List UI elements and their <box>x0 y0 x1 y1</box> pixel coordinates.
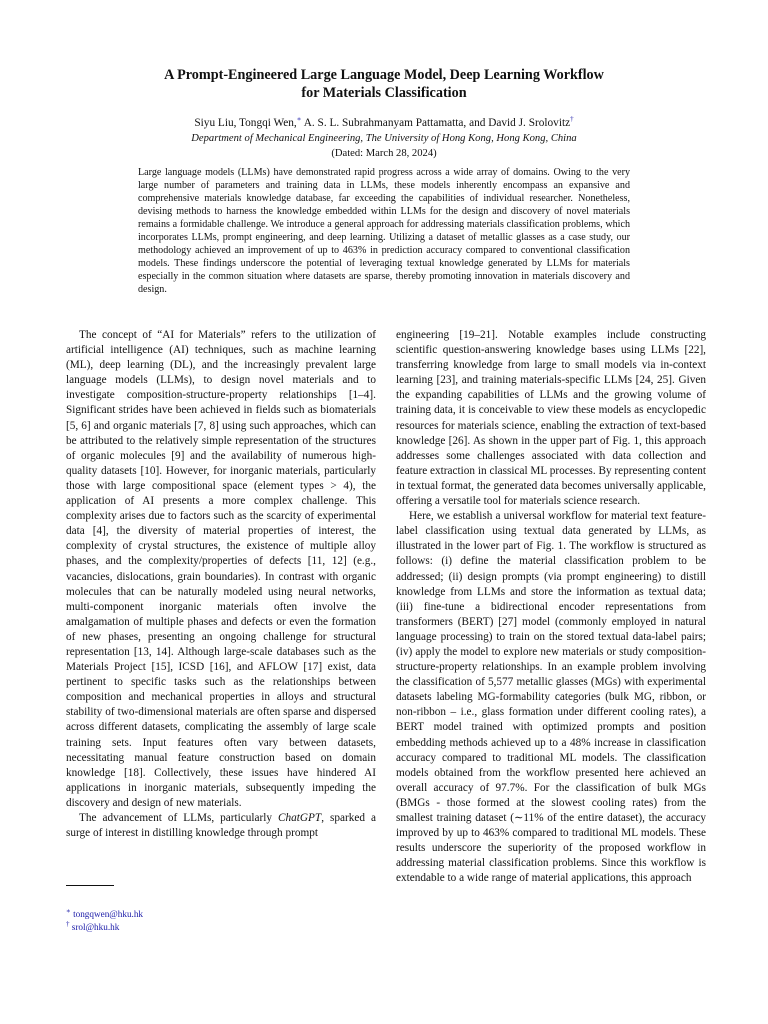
body-column-left <box>66 328 376 868</box>
body-paragraph: Here, we establish a universal workflow for material text feature-label classification using textual data generated by LLMs, as illustrated in the lower part of Fig. 1. The workflow is structured as follows: (i) define the material classification problem to be addressed; (ii) design prompts (via prompt engineering) to distill knowledge from LLMs and store the information as textual data; (iii) fine-tune a bidirectional encoder representations from transformers (BERT) [27] model (commonly employed in natural language processing) to train on the stored textual data-label pairs; (iv) apply the model to explore new materials or study composition-structure-property relationships. In an example problem involving the classification of 5,577 metallic glasses (MGs) with experimental datasets labeling MG-formability categories (bulk MG, ribbon, or non-ribbon – i.e., glass formation under different cooling rates), a BERT model trained with optimized prompts and position embedding methods achieved up to a 48% increase in classification accuracy compared to traditional ML models. The classification models obtained from the workflow presented here achieved an overall accuracy of 97.7%. For the classification of bulk MGs (BMGs - those formed at the slowest cooling rates) from the smallest training dataset (∼11% of the entire dataset), the accuracy improved by up to 463% compared to traditional ML models. These results underscore the superiority of the proposed workflow in addressing material classification problems. Since this workflow is extendable to a wide range of material applications, this approach <box>396 510 706 885</box>
footnote-2 <box>66 921 366 934</box>
chatgpt-emphasis: ChatGPT <box>278 812 322 824</box>
authors-text-b: A. S. L. Subrahmanyam Pattamatta, and David J. Srolovitz <box>301 117 571 129</box>
footnote-mark-2: † <box>66 919 70 928</box>
author-footnote-mark-2[interactable]: † <box>570 115 574 124</box>
body-paragraph <box>66 811 376 841</box>
email-link-1[interactable]: tongqwen@hku.hk <box>73 909 144 919</box>
abstract: Large language models (LLMs) have demonstrated rapid progress across a wide array of domains. Owing to the very large number of parameters and training data in LLMs, these models inherently encompass an expansive and comprehensive materials knowledge database, far exceeding the capabilities of individual researcher. Nonetheless, devising methods to harness the knowledge embedded within LLMs for the design and discovery of novel materials remains a formidable challenge. We introduce a general approach for addressing materials classification problems, which incorporates LLMs, prompt engineering, and deep learning. Utilizing a dataset of metallic glasses as a case study, our methodology achieved an improvement of up to 463% in prediction accuracy compared to conventional classification models. These findings underscore the potential of leveraging textual knowledge generated by LLMs for materials especially in the common situation where datasets are sparse, thereby promoting innovation in materials discovery and design. <box>138 167 630 295</box>
body-column-right <box>396 328 706 940</box>
date-line: (Dated: March 28, 2024) <box>331 148 437 159</box>
author-footnote-mark-1[interactable]: ∗ <box>296 115 302 124</box>
email-link-2[interactable]: srol@hku.hk <box>71 921 120 932</box>
body-paragraph: The concept of “AI for Materials” refers to the utilization of artificial intelligence (AI) techniques, such as machine learning (ML), deep learning (DL), and the increasingly prevalent large language models (LLMs), to design novel materials and to investigate composition-structure-property relationships [1–4]. Significant strides have been achieved in fields such as biomaterials [5, 6] and organic materials [7, 8] using such approaches, which can be attributed to the relatively simple representation of the structures of organic molecules [9] and the availability of numerous high-quality datasets [10]. However, for inorganic materials, particularly those with large compositional space (element types > 4), the application of AI presents a more complex challenge. This complexity arises due to factors such as the scarcity of experimental data [4], the diversity of material properties of interest, the complexity of crystal structures, the existence of multiple alloy phases, and the complexity/properties of defects [11, 12] (e.g., vacancies, dislocations, grain boundaries). In contrast with organic molecules that can be naturally modeled using neural networks, multi-component inorganic materials often involve the amalgamation of multiple phases and defects or even the formation of new phases, presenting an ongoing challenge for structural representation [13, 14]. Although large-scale databases such as the Materials Project [15], ICSD [16], and AFLOW [17] exist, data pertinent to specific tasks such as the relationships between composition and mechanical properties in alloys and structural stability of two-dimensional materials are often sparse and dispersed across different datasets, complicating the assembly of large scale training sets. Input features often vary between datasets, necessitating manual feature construction based on domain knowledge [18]. Collectively, these issues have hindered AI applications in inorganic materials, subsequently impeding the discovery and design of new materials. <box>66 329 376 809</box>
paragraph-text: The advancement of LLMs, particularly <box>79 812 279 824</box>
paper-title <box>130 66 638 102</box>
footnotes <box>66 908 366 933</box>
body-paragraph: engineering [19–21]. Notable examples include constructing scientific question-answering knowledge bases using LLMs [22], transferring knowledge from large to small models via in-context learning [23], and training materials-specific LLMs [24, 25]. Given the expanding capabilities of LLMs and the growing volume of training data, it is conceivable to view these models as encyclopedic resources for materials science, enabling the extraction of text-based knowledge [26]. As shown in the upper part of Fig. 1, this approach addresses some challenges associated with data collection and feature extraction in classical ML processes. By representing content in textual format, the generated data becomes universally applicable, offering a versatile tool for materials science research. <box>396 329 706 508</box>
title-line-2: for Materials Classification <box>301 85 467 101</box>
author-list <box>60 116 708 130</box>
footnote-mark-1: ∗ <box>66 906 71 915</box>
footnote-rule <box>66 885 114 886</box>
paragraph-text: , sparked a surge of interest in distilling knowledge through prompt <box>66 812 376 840</box>
affiliation: Department of Mechanical Engineering, The University of Hong Kong, Hong Kong, China <box>191 133 577 144</box>
footnote-1 <box>66 908 366 921</box>
title-line-1: A Prompt-Engineered Large Language Model, Deep Learning Workflow <box>164 67 604 83</box>
authors-text-a: Siyu Liu, Tongqi Wen, <box>194 117 297 129</box>
